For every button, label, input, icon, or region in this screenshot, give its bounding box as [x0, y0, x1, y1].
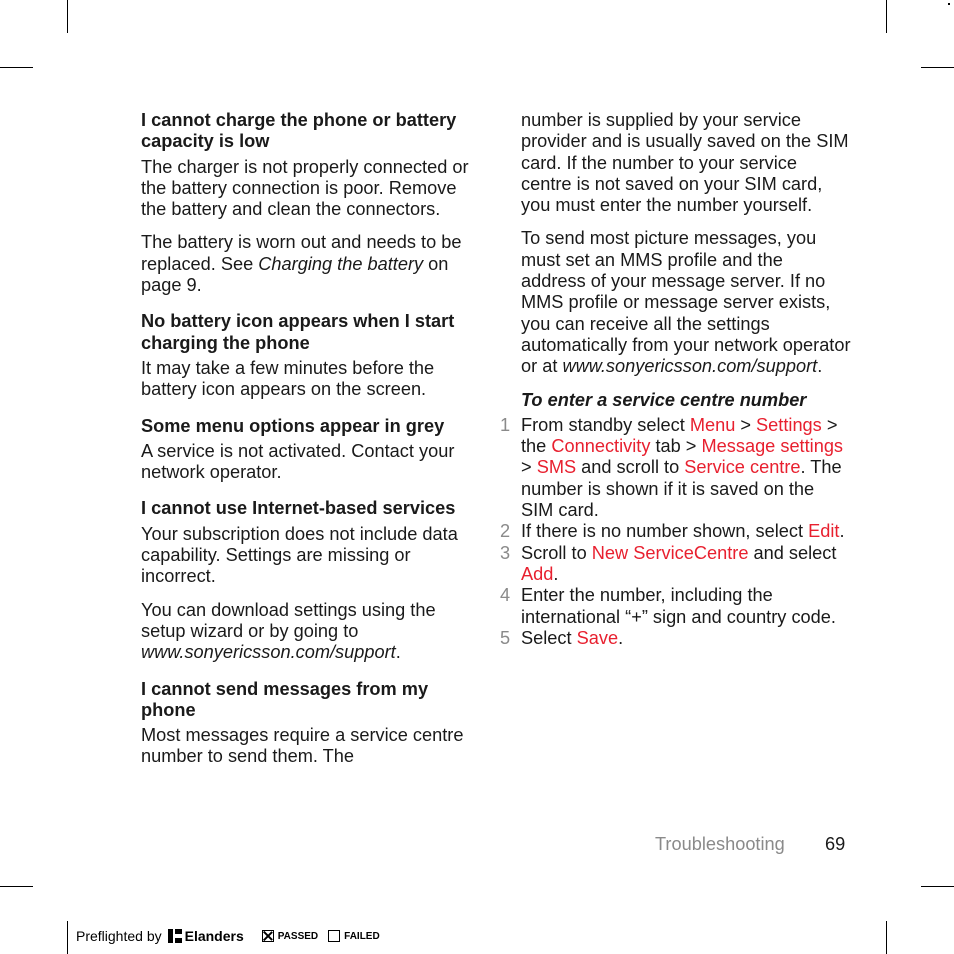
crop-mark: [921, 67, 954, 68]
text: From standby select: [521, 414, 690, 435]
footer-section-name: Troubleshooting: [655, 834, 785, 854]
section-menu-grey: [141, 416, 471, 484]
text: To send most picture messages, you must set an MMS profile and the address of your message server. If no MMS profile or message server exists, you can receive all the settings automatically from your network operator or at: [521, 228, 851, 377]
procedure-title: To enter a service centre number: [521, 389, 807, 410]
failed-label: FAILED: [344, 930, 380, 942]
text: If there is no number shown, select: [521, 521, 809, 542]
preflight-stamp: [76, 928, 380, 944]
paragraph: [141, 232, 471, 296]
text: > the: [521, 414, 838, 457]
step-number: 1: [500, 414, 511, 435]
step-item: [500, 414, 851, 521]
menu-term: SMS: [536, 457, 577, 478]
section-internet-services: [141, 498, 471, 663]
page-number: 69: [825, 834, 846, 854]
paragraph: [521, 228, 851, 377]
crop-mark: [886, 0, 887, 33]
registration-dot: [948, 3, 950, 5]
text: >: [735, 414, 757, 435]
crop-mark: [67, 0, 68, 33]
text: and scroll to: [576, 457, 685, 478]
menu-term: Connectivity: [551, 436, 651, 457]
text: You can download settings using the setup wizard or by going to: [141, 599, 436, 641]
cross-reference: Charging the battery: [258, 253, 424, 274]
text: .: [618, 627, 624, 648]
paragraph: The charger is not properly connected or the battery connection is poor. Remove the battery and clean the connectors.: [141, 156, 469, 220]
menu-term: New ServiceCentre: [591, 542, 749, 563]
text: .: [817, 356, 823, 377]
elanders-logo-icon: [168, 929, 182, 943]
elanders-logo-text: Elanders: [184, 928, 244, 944]
section-heading: I cannot charge the phone or battery capacity is low: [141, 110, 457, 152]
text: and select: [748, 542, 837, 563]
paragraph: Most messages require a service centre number to send them. The: [141, 725, 464, 767]
text: .: [395, 642, 401, 663]
section-heading: I cannot send messages from my phone: [141, 678, 429, 720]
text: The battery is worn out and needs to be replaced. See: [141, 232, 462, 274]
section-heading: Some menu options appear in grey: [141, 415, 445, 436]
section-send-messages: [141, 679, 471, 768]
menu-term: Add: [521, 563, 554, 584]
step-item: [500, 627, 851, 649]
crop-mark: [921, 886, 954, 887]
paragraph: A service is not activated. Contact your network operator.: [141, 440, 455, 483]
menu-term: Save: [576, 627, 619, 648]
right-column: [500, 110, 851, 649]
passed-label: PASSED: [277, 930, 319, 942]
menu-term: Settings: [756, 414, 822, 435]
text: .: [553, 563, 559, 584]
text: >: [521, 457, 537, 478]
section-no-battery-icon: [141, 311, 471, 400]
crop-mark: [67, 921, 68, 954]
crop-mark: [0, 67, 33, 68]
crop-mark: [0, 886, 33, 887]
text: . The number is shown if it is saved on the SIM card.: [521, 457, 842, 521]
support-url: www.sonyericsson.com/support: [562, 356, 818, 377]
text: tab >: [650, 436, 702, 457]
menu-term: Message settings: [701, 436, 844, 457]
section-heading: I cannot use Internet-based services: [141, 498, 456, 519]
text: .: [839, 521, 845, 542]
step-item: [500, 542, 851, 586]
step-number: 2: [500, 521, 511, 542]
menu-term: Menu: [689, 414, 736, 435]
text: Select: [521, 627, 577, 648]
paragraph: It may take a few minutes before the battery icon appears on the screen.: [141, 357, 435, 400]
text: Scroll to: [521, 542, 592, 563]
procedure-steps: [500, 414, 851, 649]
step-item: [500, 521, 851, 542]
paragraph: Your subscription does not include data capability. Settings are missing or incorrect.: [141, 523, 458, 587]
step-item: [500, 585, 851, 628]
step-number: 5: [500, 627, 511, 648]
menu-term: Edit: [808, 521, 840, 542]
text: Enter the number, including the international “+” sign and country code.: [521, 585, 836, 627]
checked-box-icon: [262, 930, 274, 942]
step-number: 4: [500, 585, 511, 606]
unchecked-box-icon: [328, 930, 340, 942]
support-url: www.sonyericsson.com/support: [141, 642, 396, 663]
step-number: 3: [500, 542, 511, 563]
left-column: [141, 110, 471, 783]
paragraph: [141, 600, 471, 664]
crop-mark: [886, 921, 887, 954]
section-heading: No battery icon appears when I start charging the phone: [141, 311, 455, 353]
text: on page 9.: [141, 253, 449, 296]
menu-term: Service centre: [684, 457, 801, 478]
elanders-logo: [168, 928, 244, 944]
paragraph: number is supplied by your service provider and is usually saved on the SIM card. If the number to your service centre is not saved on your SIM card, you must enter the number yourself.: [521, 110, 849, 216]
preflight-label: Preflighted by: [76, 928, 162, 944]
section-cannot-charge: [141, 110, 471, 296]
